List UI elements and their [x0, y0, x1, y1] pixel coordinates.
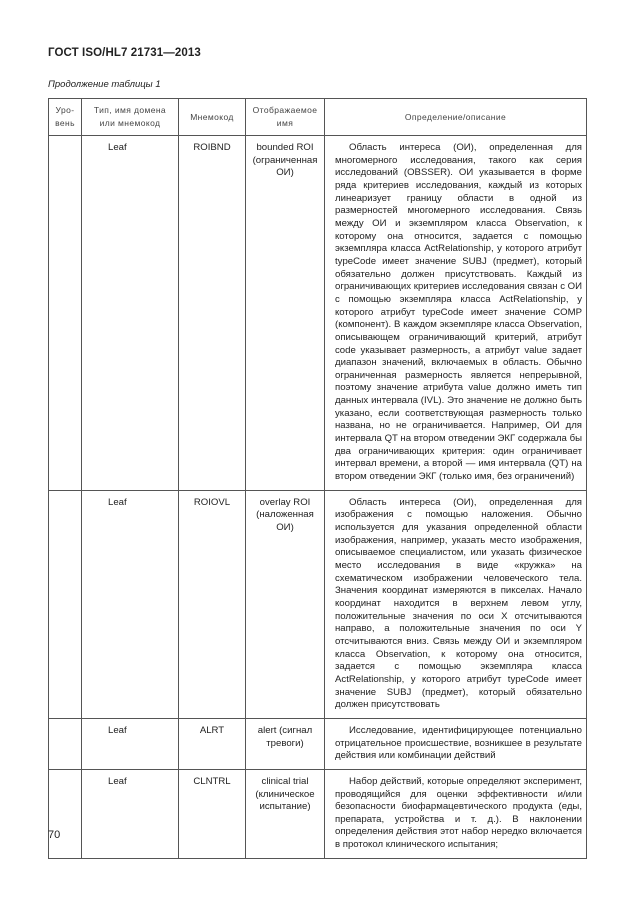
- cell-mnemonic: ROIOVL: [179, 490, 246, 718]
- cell-definition: [325, 718, 587, 769]
- table-row: [49, 769, 587, 858]
- table-row: [49, 718, 587, 769]
- definition-text: Область интереса (ОИ), определенная для изображения с помощью наложения. Обычно используется для указания определенной области изображения, например, указать место изображения, описываемое специалистом, или указать физическое место исследования в виде «кружка» на схематическом изображении человеческого тела. Значения координат измеряются в пикселах. Начало координат находится в верхнем левом углу, положительные значения по оси X отсчитываются направо, а положительные значения по оси Y отсчитываются вниз. Связь между ОИ и экземпляром класса Observation, к которому она относится, задается с помощью экземпляра класса ActRelationship, у которого атрибут typeCode имеет значение SUBJ (предмет), который обязательно должен присутствовать: [335, 496, 582, 711]
- header-display-name: Отображаемое имя: [246, 99, 325, 136]
- cell-definition: [325, 136, 587, 491]
- cell-type: Leaf: [82, 136, 179, 491]
- cell-display-name: bounded ROI (ограниченная ОИ): [246, 136, 325, 491]
- cell-type: Leaf: [82, 769, 179, 858]
- cell-type: Leaf: [82, 718, 179, 769]
- table-caption: Продолжение таблицы 1: [48, 79, 161, 90]
- header-domain-type: Тип, имя домена или мнемокод: [82, 99, 179, 136]
- header-level: Уро- вень: [49, 99, 82, 136]
- table-row: [49, 490, 587, 718]
- definition-text: Исследование, идентифицирующее потенциально отрицательное происшествие, возникшее в результате действия или комбинации действий: [335, 724, 582, 762]
- definitions-table: [48, 98, 587, 859]
- definition-text: Набор действий, которые определяют эксперимент, проводящийся для оценки эффективности и/или безопасности биофармацевтического продукта (еды, препарата, устройства и т. д.). В наклонении определения действия этот набор нередко включается в протокол клинического испытания;: [335, 775, 582, 851]
- cell-display-name: alert (сигнал тревоги): [246, 718, 325, 769]
- definition-text: Область интереса (ОИ), определенная для многомерного исследования, такого как серия исследований (OBSSER). ОИ указывается в форме ряда критериев исследования, каждый из которых линеаризует границу области в одной из размерностей многомерного исследования. Связь между ОИ и экземпляром класса Observation, к которому она относится, задается с помощью экземпляра класса ActRelationship, у которого атрибут typeCode имеет значение SUBJ (предмет), который обязательно должен присутствовать. Каждый из ограничивающих критериев исследования связан с ОИ с помощью экземпляра класса ActRelationship, у которого атрибут typeCode имеет значение COMP (компонент). В каждом экземпляре класса Observation, описывающем ограничивающий критерий, атрибут code указывает размерность, а атрибут value задает диапазон значений, включаемых в область. Обычно ограниченная размерность является непрерывной, поэтому значение атрибута value должно иметь тип данных интервала (IVL). Это значение не должно быть указано, если соответствующая размерность только названа, но не ограничивается. Например, ОИ для интервала QT на втором отведении ЭКГ содержала бы два ограничивающих критерия: один ограничивает интервал времени, а второй — имя интервала (QT) на втором отведении ЭКГ (только имя, без ограничений): [335, 142, 583, 483]
- table-row: [49, 136, 587, 491]
- table-header-row: [49, 99, 587, 136]
- cell-mnemonic: ALRT: [179, 718, 246, 769]
- cell-level: [49, 769, 82, 858]
- cell-level: [49, 136, 82, 491]
- cell-definition: [325, 769, 587, 858]
- header-mnemonic: Мнемокод: [179, 99, 246, 136]
- cell-mnemonic: CLNTRL: [179, 769, 246, 858]
- cell-display-name: overlay ROI (наложенная ОИ): [246, 490, 325, 718]
- cell-display-name: clinical trial (клиническое испытание): [246, 769, 325, 858]
- cell-definition: [325, 490, 587, 718]
- cell-type: Leaf: [82, 490, 179, 718]
- document-header: ГОСТ ISO/HL7 21731—2013: [48, 47, 201, 59]
- header-definition: Определение/описание: [325, 99, 587, 136]
- cell-level: [49, 490, 82, 718]
- cell-mnemonic: ROIBND: [179, 136, 246, 491]
- cell-level: [49, 718, 82, 769]
- page-number: 70: [48, 829, 61, 841]
